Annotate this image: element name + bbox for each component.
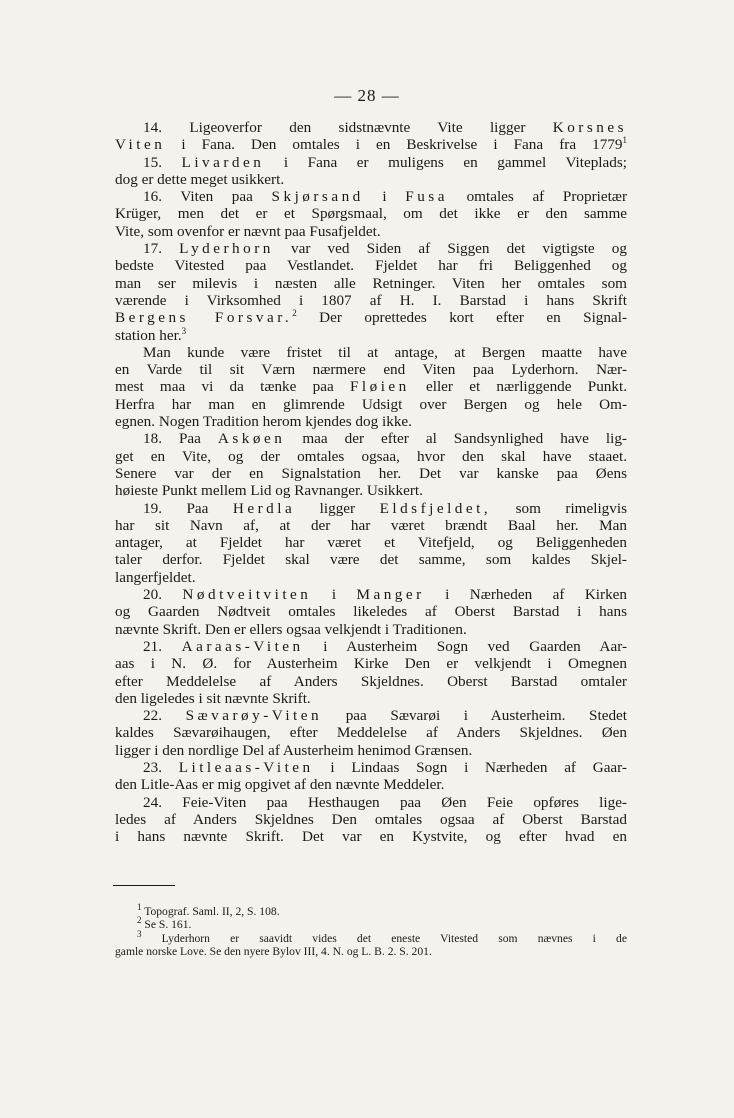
text-span: get en Vite, og der omtales ogsaa, hvor den skal have staaet.: [115, 447, 627, 465]
text-span: Der oprettedes kort efter en Signal-: [296, 309, 627, 327]
text-span: ledes af Anders Skjeldnes Den omtales ogsaa af Oberst Barstad: [115, 810, 627, 828]
body_lines-line: [115, 465, 627, 482]
body_lines-line: [115, 448, 627, 465]
spaced-name: Bergens Forsvar.: [115, 309, 293, 327]
text-span: bedste Vitested paa Vestlandet. Fjeldet har fri Beliggenhed og: [115, 257, 627, 275]
text-span: 16. Viten paa: [143, 188, 272, 206]
body_lines-line: [115, 794, 627, 811]
body_lines-line: [115, 430, 627, 447]
spaced-name: Askøen: [217, 430, 286, 448]
body_lines-line: [115, 240, 627, 257]
text-span: egnen. Nogen Tradition herom kjendes dog ikke.: [115, 413, 412, 431]
footnotes-line: [115, 928, 627, 945]
text-span: man ser milevis i næsten alle Retninger. Viten her omtales som: [115, 274, 627, 292]
body_lines-line: [115, 534, 627, 551]
body_lines-line: [115, 361, 627, 378]
text-span: dog er dette meget usikkert.: [115, 170, 285, 188]
body_lines-line: [115, 327, 627, 344]
text-span: antager, at Fjeldet har været et Vitefjeld, og Beliggenheden: [115, 534, 627, 552]
text-span: omtales af Proprietær: [447, 188, 627, 206]
body_lines-line: [115, 136, 627, 153]
footnote-marker: 2: [137, 915, 142, 926]
text-span: nævnte Skrift. Den er ellers ogsaa velkjendt i Traditionen.: [115, 620, 467, 638]
body_lines-line: [115, 655, 627, 672]
body_lines-line: [115, 759, 627, 776]
spaced-name: Fløien: [349, 378, 410, 396]
body-text: [115, 119, 627, 845]
body_lines-line: [115, 309, 627, 326]
text-span: Vite, som ovenfor er nævnt paa Fusafjeldet.: [115, 222, 381, 240]
text-span: mest maa vi da tænke paa: [115, 378, 350, 396]
body_lines-line: [115, 205, 627, 222]
text-span: maa der efter al Sandsynlighed have lig-: [285, 430, 627, 448]
body_lines-line: [115, 275, 627, 292]
body_lines-line: [115, 828, 627, 845]
spaced-name: Litleaas-Viten: [178, 758, 314, 776]
body_lines-line: [115, 724, 627, 741]
text-span: i Fana er muligens en gammel Viteplads;: [264, 153, 627, 171]
body_lines-line: [115, 621, 627, 638]
text-span: den ligeledes i sit nævnte Skrift.: [115, 689, 311, 707]
text-span: 22.: [143, 707, 186, 725]
text-span: 24. Feie-Viten paa Hesthaugen paa Øen Feie opføres lige-: [143, 793, 627, 811]
footnote-marker: 1: [137, 902, 142, 913]
body_lines-line: [115, 188, 627, 205]
text-span: i Fana. Den omtales i en Beskrivelse i Fana fra 1779: [165, 136, 623, 154]
body_lines-line: [115, 292, 627, 309]
body_lines-line: [115, 344, 627, 361]
text-span: Krüger, men det er et Spørgsmaal, om det ikke er den samme: [115, 205, 627, 223]
text-span: taler derfor. Fjeldet skal være det samme, som kaldes Skjel-: [115, 551, 627, 569]
text-span: Senere var der en Signalstation her. Det var kanske paa Øens: [115, 464, 627, 482]
body_lines-line: [115, 638, 627, 655]
text-span: Herfra har man en glimrende Udsigt over Bergen og hele Om-: [115, 395, 627, 413]
text-span: Se S. 161.: [141, 918, 192, 932]
text-span: den Litle-Aas er mig opgivet af den nævnte Meddeler.: [115, 776, 445, 794]
spaced-name: Livarden: [181, 153, 265, 171]
body_lines-line: [115, 551, 627, 568]
body_lines-line: [115, 673, 627, 690]
text-span: Topograf. Saml. II, 2, S. 108.: [141, 905, 280, 918]
text-span: i Nærheden af Kirken: [424, 586, 627, 604]
body_lines-line: [115, 223, 627, 240]
spaced-name: Herdla: [232, 499, 296, 517]
body_lines-line: [115, 413, 627, 430]
footnote-marker: 2: [292, 308, 297, 319]
text-span: en Varde til sit Værn nærmere end Viten paa Lyderhorn. Nær-: [115, 361, 627, 379]
body_lines-line: [115, 500, 627, 517]
footnotes-line: [115, 915, 627, 932]
text-span: Man kunde være fristet til at antage, at Bergen maatte have: [143, 343, 627, 361]
text-span: og Gaarden Nødtveit omtales likeledes af Oberst Barstad i hans: [115, 603, 627, 621]
text-span: 20.: [143, 586, 183, 604]
body_lines-line: [115, 482, 627, 499]
text-span: ligger: [295, 499, 380, 517]
text-span: var ved Siden af Siggen det vigtigste og: [273, 240, 627, 258]
text-span: paa Sævarøi i Austerheim. Stedet: [322, 707, 627, 725]
body_lines-line: [115, 690, 627, 707]
body_lines-line: [115, 257, 627, 274]
text-span: Lyderhorn er saavidt vides det eneste Vitested som nævnes i de: [141, 931, 627, 945]
page-number: — 28 —: [334, 86, 400, 105]
footnote-marker: 3: [137, 928, 142, 939]
text-span: 21.: [143, 637, 182, 655]
text-span: kaldes Sævarøihaugen, efter Meddelelse af Anders Skjeldnes. Øen: [115, 724, 627, 742]
text-span: som rimeligvis: [491, 499, 627, 517]
text-span: i: [311, 586, 357, 604]
footnote-marker: 1: [622, 135, 627, 146]
footnotes-line: [115, 945, 627, 958]
text-span: station her.: [115, 326, 182, 344]
text-span: værende i Virksomhed i 1807 af H. I. Barstad i hans Skrift: [115, 291, 627, 309]
body_lines-line: [115, 119, 627, 136]
body_lines-line: [115, 569, 627, 586]
spaced-name: Lyderhorn: [179, 240, 274, 258]
footnotes-line: [115, 902, 627, 918]
text-span: eller et nærliggende Punkt.: [409, 378, 627, 396]
footnotes: [115, 902, 627, 959]
spaced-name: Korsnes: [552, 119, 627, 136]
body_lines-line: [115, 517, 627, 534]
spaced-name: Fusa: [405, 188, 448, 206]
spaced-name: Sævarøy-Viten: [185, 707, 323, 725]
body_lines-line: [115, 811, 627, 828]
text-span: 14. Ligeoverfor den sidstnævnte Vite ligger: [143, 119, 553, 136]
text-span: 23.: [143, 758, 179, 776]
text-span: efter Meddelelse af Anders Skjeldnes. Oberst Barstad omtaler: [115, 672, 627, 690]
spaced-name: Aaraas-Viten: [181, 637, 304, 655]
text-span: ligger i den nordlige Del af Austerheim henimod Grænsen.: [115, 741, 473, 759]
text-span: i Austerheim Sogn ved Gaarden Aar-: [303, 637, 628, 655]
body_lines-line: [115, 586, 627, 603]
text-span: har sit Navn af, at der har været brændt Baal her. Man: [115, 516, 627, 534]
text-span: i: [363, 188, 406, 206]
text-span: 18. Paa: [143, 430, 218, 448]
text-span: 19. Paa: [143, 499, 233, 517]
body_lines-line: [115, 171, 627, 188]
text-span: høieste Punkt mellem Lid og Ravnanger. Usikkert.: [115, 482, 423, 500]
body_lines-line: [115, 776, 627, 793]
spaced-name: Skjørsand: [271, 188, 364, 206]
body_lines-line: [115, 603, 627, 620]
text-span: langerfjeldet.: [115, 568, 196, 586]
body_lines-line: [115, 396, 627, 413]
body_lines-line: [115, 378, 627, 395]
spaced-name: Nødtveitviten: [182, 586, 312, 604]
body_lines-line: [115, 154, 627, 171]
text-span: aas i N. Ø. for Austerheim Kirke Den er velkjendt i Omegnen: [115, 655, 627, 673]
footnote-divider: [113, 885, 175, 886]
text-span: 17.: [143, 240, 180, 258]
text-span: 15.: [143, 153, 182, 171]
body_lines-line: [115, 707, 627, 724]
text-span: i Lindaas Sogn i Nærheden af Gaar-: [313, 758, 627, 776]
spaced-name: Eldsfjeldet,: [379, 499, 492, 517]
body_lines-line: [115, 742, 627, 759]
footnote-marker: 3: [181, 325, 187, 336]
text-span: gamle norske Love. Se den nyere Bylov III, 4. N. og L. B. 2. S. 201.: [115, 945, 432, 959]
text-span: i hans nævnte Skrift. Det var en Kystvite, og efter hvad en: [115, 828, 627, 846]
spaced-name: Viten: [115, 136, 166, 154]
spaced-name: Manger: [356, 586, 425, 604]
